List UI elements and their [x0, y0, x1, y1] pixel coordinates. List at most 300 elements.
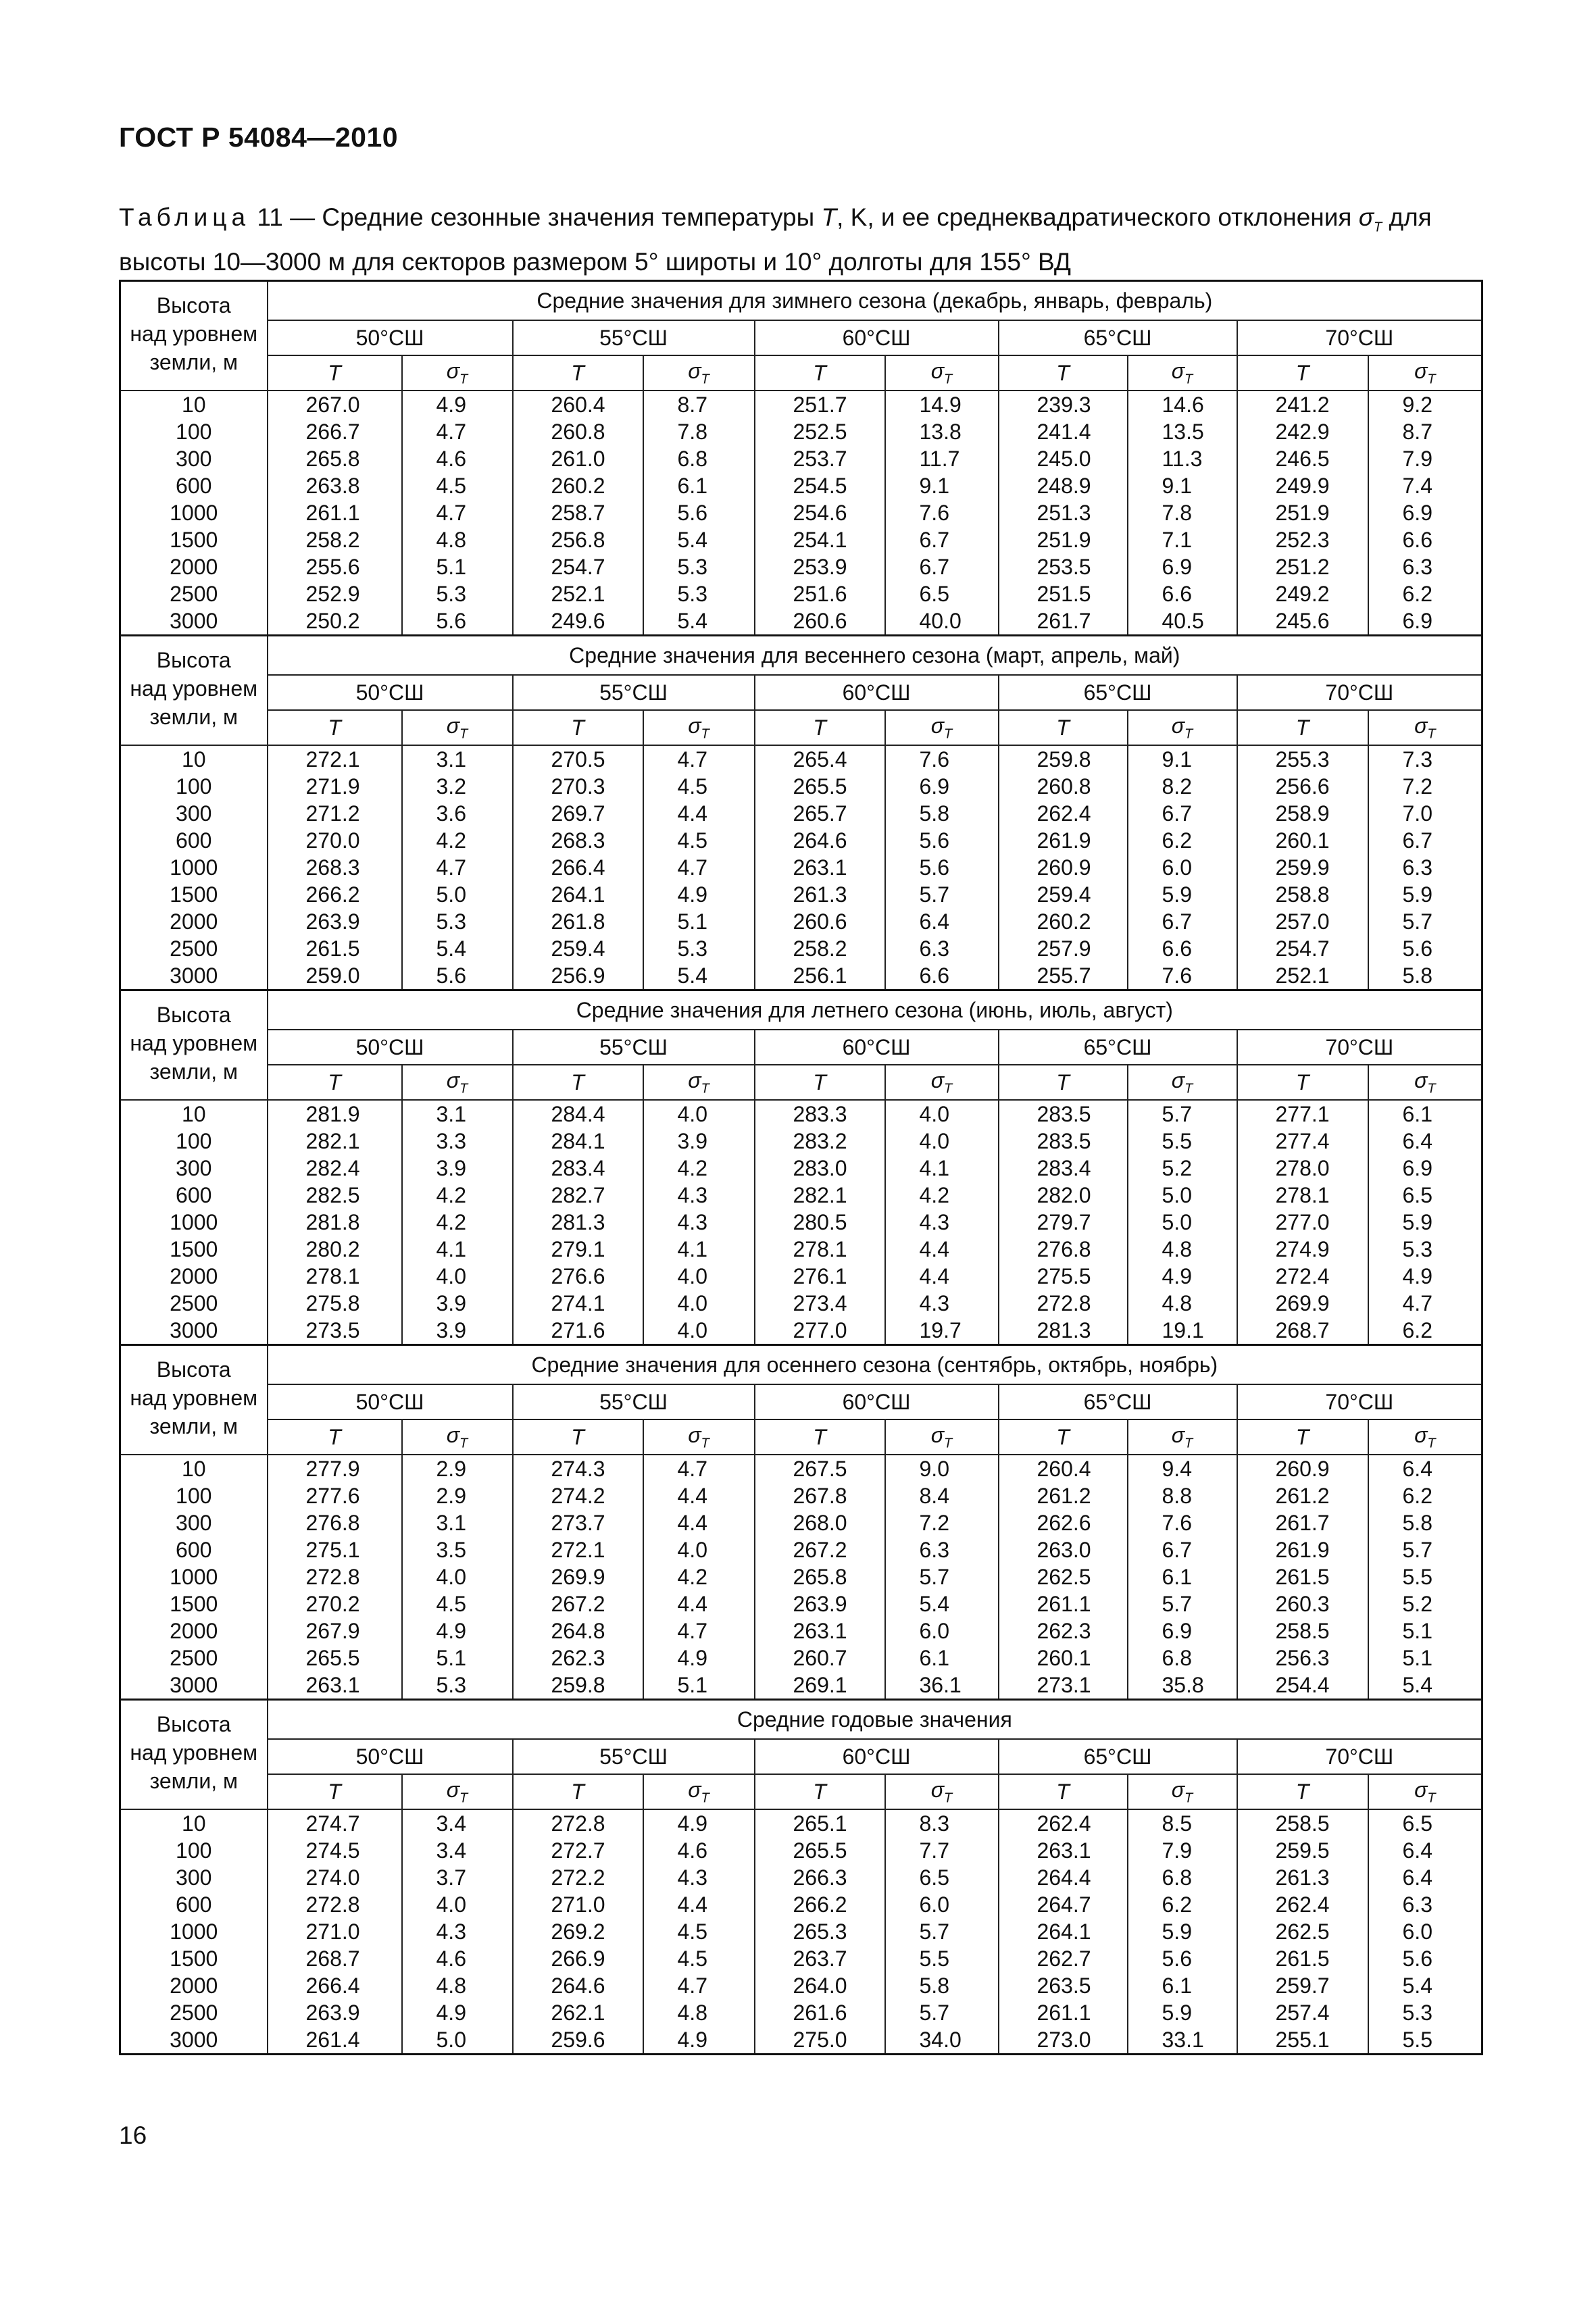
temperature-cell: 263.8 — [268, 472, 402, 499]
temperature-cell: 251.2 — [1237, 553, 1368, 580]
sigma-cell: 6.3 — [885, 935, 999, 962]
temperature-column-header: T — [268, 710, 402, 745]
latitude-header: 50°СШ — [268, 1384, 513, 1419]
height-cell: 2500 — [120, 580, 268, 607]
sigma-cell: 4.4 — [643, 1509, 755, 1536]
temperature-column-header: T — [999, 355, 1128, 391]
table-row — [120, 1509, 1482, 1536]
temperature-cell: 281.3 — [999, 1317, 1128, 1345]
sigma-cell: 5.6 — [643, 499, 755, 526]
sigma-cell: 5.1 — [643, 1671, 755, 1700]
sigma-cell: 6.3 — [1368, 553, 1482, 580]
height-cell: 300 — [120, 1509, 268, 1536]
temperature-cell: 272.2 — [513, 1864, 643, 1891]
sigma-cell: 5.6 — [1368, 935, 1482, 962]
temperature-cell: 251.9 — [1237, 499, 1368, 526]
temperature-cell: 256.9 — [513, 962, 643, 990]
temperature-cell: 273.7 — [513, 1509, 643, 1536]
temperature-cell: 261.5 — [1237, 1563, 1368, 1590]
sigma-cell: 6.7 — [1128, 908, 1237, 935]
sigma-cell: 5.3 — [402, 908, 513, 935]
sigma-column-header: $\sigma_T$ — [885, 710, 999, 745]
sigma-cell: 6.2 — [1368, 1317, 1482, 1345]
temperature-cell: 259.9 — [1237, 854, 1368, 881]
table-row — [120, 1290, 1482, 1317]
temperature-cell: 249.6 — [513, 607, 643, 636]
temperature-column-header: T — [999, 710, 1128, 745]
sigma-cell: 11.7 — [885, 445, 999, 472]
temperature-cell: 274.3 — [513, 1455, 643, 1482]
sigma-cell: 4.4 — [643, 1891, 755, 1918]
section-title-row — [120, 990, 1482, 1030]
sigma-cell: 6.9 — [1368, 607, 1482, 636]
temperature-cell: 283.2 — [755, 1128, 885, 1155]
temperature-cell: 271.6 — [513, 1317, 643, 1345]
temperature-cell: 261.9 — [1237, 1536, 1368, 1563]
sigma-cell: 5.3 — [402, 580, 513, 607]
temperature-cell: 277.4 — [1237, 1128, 1368, 1155]
sigma-cell: 4.8 — [402, 526, 513, 553]
height-cell: 600 — [120, 1891, 268, 1918]
height-cell: 2000 — [120, 908, 268, 935]
temperature-cell: 259.8 — [513, 1671, 643, 1700]
sigma-cell: 3.3 — [402, 1128, 513, 1155]
sigma-cell: 4.6 — [643, 1837, 755, 1864]
height-cell: 2000 — [120, 1617, 268, 1644]
height-column-header — [120, 281, 268, 391]
sigma-cell: 4.0 — [402, 1891, 513, 1918]
temperature-cell: 261.8 — [513, 908, 643, 935]
temperature-cell: 265.1 — [755, 1809, 885, 1837]
sigma-cell: 40.0 — [885, 607, 999, 636]
temperature-cell: 250.2 — [268, 607, 402, 636]
temperature-cell: 258.2 — [755, 935, 885, 962]
height-cell: 1500 — [120, 1236, 268, 1263]
temperature-column-header: T — [1237, 710, 1368, 745]
sigma-cell: 4.0 — [885, 1128, 999, 1155]
sigma-cell: 5.7 — [1128, 1590, 1237, 1617]
sigma-cell: 4.9 — [643, 1809, 755, 1837]
sigma-cell: 4.9 — [643, 2026, 755, 2055]
sigma-cell: 3.2 — [402, 773, 513, 800]
temperature-cell: 266.2 — [755, 1891, 885, 1918]
sigma-cell: 4.2 — [643, 1155, 755, 1182]
temperature-cell: 263.5 — [999, 1972, 1128, 1999]
temperature-cell: 251.7 — [755, 391, 885, 418]
sigma-cell: 5.9 — [1368, 881, 1482, 908]
temperature-table — [119, 280, 1483, 2055]
temperature-cell: 273.4 — [755, 1290, 885, 1317]
height-cell: 300 — [120, 445, 268, 472]
sigma-cell: 7.0 — [1368, 800, 1482, 827]
sigma-cell: 4.3 — [402, 1918, 513, 1945]
temperature-cell: 281.8 — [268, 1209, 402, 1236]
temperature-cell: 258.2 — [268, 526, 402, 553]
latitude-header: 55°СШ — [513, 1030, 755, 1065]
sigma-cell: 7.6 — [1128, 962, 1237, 990]
table-row — [120, 580, 1482, 607]
sigma-cell: 5.6 — [402, 607, 513, 636]
table-row — [120, 499, 1482, 526]
temperature-cell: 278.1 — [1237, 1182, 1368, 1209]
temperature-column-header: T — [999, 1065, 1128, 1100]
section-title: Средние значения для осеннего сезона (сентябрь, октябрь, ноябрь) — [268, 1345, 1482, 1385]
sigma-cell: 6.9 — [885, 773, 999, 800]
sigma-cell: 11.3 — [1128, 445, 1237, 472]
temperature-cell: 272.8 — [999, 1290, 1128, 1317]
temperature-cell: 271.9 — [268, 773, 402, 800]
sigma-cell: 3.1 — [402, 1509, 513, 1536]
sigma-cell: 3.9 — [402, 1290, 513, 1317]
table-row — [120, 1617, 1482, 1644]
sigma-cell: 5.5 — [1368, 1563, 1482, 1590]
table-row — [120, 2026, 1482, 2055]
temperature-cell: 261.6 — [755, 1999, 885, 2026]
temperature-cell: 256.6 — [1237, 773, 1368, 800]
sigma-cell: 4.8 — [1128, 1290, 1237, 1317]
sigma-cell: 9.1 — [885, 472, 999, 499]
sigma-cell: 36.1 — [885, 1671, 999, 1700]
table-row — [120, 1455, 1482, 1482]
temperature-cell: 264.6 — [755, 827, 885, 854]
temperature-cell: 270.0 — [268, 827, 402, 854]
temperature-cell: 253.7 — [755, 445, 885, 472]
table-row — [120, 1837, 1482, 1864]
table-row — [120, 1590, 1482, 1617]
temperature-cell: 275.0 — [755, 2026, 885, 2055]
height-header-line: Высота — [156, 1357, 231, 1382]
temperature-cell: 260.9 — [1237, 1455, 1368, 1482]
sigma-cell: 6.1 — [1368, 1100, 1482, 1128]
temperature-cell: 280.2 — [268, 1236, 402, 1263]
sigma-cell: 6.7 — [885, 526, 999, 553]
latitude-header: 65°СШ — [999, 675, 1237, 710]
temperature-cell: 282.5 — [268, 1182, 402, 1209]
sigma-cell: 4.6 — [402, 445, 513, 472]
height-cell: 2500 — [120, 1644, 268, 1671]
latitude-header: 60°СШ — [755, 1384, 999, 1419]
temperature-column-header: T — [755, 355, 885, 391]
latitude-header: 60°СШ — [755, 320, 999, 355]
height-column-header — [120, 636, 268, 746]
symbol-header-row — [120, 1774, 1482, 1809]
sigma-cell: 9.4 — [1128, 1455, 1237, 1482]
temperature-cell: 274.9 — [1237, 1236, 1368, 1263]
temperature-cell: 262.4 — [999, 1809, 1128, 1837]
table-row — [120, 553, 1482, 580]
sigma-cell: 7.2 — [885, 1509, 999, 1536]
temperature-column-header: T — [1237, 1065, 1368, 1100]
sigma-cell: 6.7 — [885, 553, 999, 580]
latitude-header: 70°СШ — [1237, 320, 1482, 355]
temperature-cell: 258.5 — [1237, 1617, 1368, 1644]
table-row — [120, 472, 1482, 499]
sigma-column-header: $\sigma_T$ — [1128, 355, 1237, 391]
sigma-cell: 6.9 — [1368, 1155, 1482, 1182]
temperature-cell: 282.1 — [268, 1128, 402, 1155]
temperature-cell: 259.5 — [1237, 1837, 1368, 1864]
sigma-cell: 6.0 — [885, 1617, 999, 1644]
temperature-cell: 262.4 — [999, 800, 1128, 827]
temperature-cell: 274.2 — [513, 1482, 643, 1509]
sigma-cell: 7.7 — [885, 1837, 999, 1864]
temperature-cell: 283.5 — [999, 1128, 1128, 1155]
table-row — [120, 800, 1482, 827]
height-cell: 10 — [120, 391, 268, 418]
sigma-cell: 3.5 — [402, 1536, 513, 1563]
temperature-cell: 255.7 — [999, 962, 1128, 990]
temperature-column-header: T — [1237, 1774, 1368, 1809]
latitude-header: 50°СШ — [268, 1030, 513, 1065]
sigma-cell: 4.7 — [402, 854, 513, 881]
sigma-cell: 4.0 — [402, 1563, 513, 1590]
table-row — [120, 1182, 1482, 1209]
temperature-cell: 245.6 — [1237, 607, 1368, 636]
temperature-cell: 255.1 — [1237, 2026, 1368, 2055]
height-cell: 100 — [120, 1482, 268, 1509]
temperature-cell: 282.1 — [755, 1182, 885, 1209]
height-cell: 3000 — [120, 607, 268, 636]
sigma-cell: 4.6 — [402, 1945, 513, 1972]
temperature-cell: 256.8 — [513, 526, 643, 553]
temperature-cell: 283.4 — [513, 1155, 643, 1182]
table-row — [120, 1209, 1482, 1236]
table-row — [120, 391, 1482, 418]
height-header-line: земли, м — [149, 1769, 238, 1793]
sigma-cell: 5.4 — [643, 962, 755, 990]
sigma-cell: 4.0 — [885, 1100, 999, 1128]
temperature-cell: 255.3 — [1237, 745, 1368, 773]
sigma-cell: 5.6 — [885, 854, 999, 881]
sigma-cell: 8.8 — [1128, 1482, 1237, 1509]
sigma-cell: 6.3 — [885, 1536, 999, 1563]
height-header-line: земли, м — [149, 1414, 238, 1438]
temperature-cell: 265.7 — [755, 800, 885, 827]
height-cell: 2500 — [120, 1999, 268, 2026]
sigma-cell: 8.5 — [1128, 1809, 1237, 1837]
table-row — [120, 1536, 1482, 1563]
sigma-column-header: $\sigma_T$ — [402, 355, 513, 391]
temperature-cell: 253.5 — [999, 553, 1128, 580]
sigma-cell: 3.9 — [402, 1155, 513, 1182]
sigma-cell: 4.7 — [402, 418, 513, 445]
height-header-line: земли, м — [149, 1059, 238, 1084]
height-cell: 1000 — [120, 1209, 268, 1236]
sigma-cell: 8.4 — [885, 1482, 999, 1509]
sigma-column-header: $\sigma_T$ — [402, 1419, 513, 1455]
table-row — [120, 827, 1482, 854]
sigma-cell: 5.2 — [1368, 1590, 1482, 1617]
height-column-header — [120, 1700, 268, 1810]
sigma-cell: 4.8 — [643, 1999, 755, 2026]
sigma-column-header: $\sigma_T$ — [885, 1774, 999, 1809]
sigma-cell: 5.6 — [1128, 1945, 1237, 1972]
sigma-cell: 13.5 — [1128, 418, 1237, 445]
table-row — [120, 1155, 1482, 1182]
temperature-cell: 260.8 — [513, 418, 643, 445]
temperature-cell: 261.2 — [1237, 1482, 1368, 1509]
sigma-cell: 3.6 — [402, 800, 513, 827]
temperature-cell: 278.1 — [755, 1236, 885, 1263]
height-cell: 600 — [120, 1182, 268, 1209]
temperature-cell: 246.5 — [1237, 445, 1368, 472]
temperature-cell: 262.5 — [1237, 1918, 1368, 1945]
sigma-cell: 5.8 — [885, 800, 999, 827]
sigma-cell: 4.0 — [643, 1317, 755, 1345]
temperature-column-header: T — [268, 1774, 402, 1809]
height-cell: 1500 — [120, 1945, 268, 1972]
temperature-cell: 249.9 — [1237, 472, 1368, 499]
sigma-column-header: $\sigma_T$ — [1368, 355, 1482, 391]
sigma-cell: 6.8 — [1128, 1864, 1237, 1891]
temperature-cell: 267.2 — [513, 1590, 643, 1617]
sigma-cell: 4.4 — [885, 1263, 999, 1290]
sigma-cell: 3.9 — [402, 1317, 513, 1345]
sigma-cell: 3.7 — [402, 1864, 513, 1891]
temperature-cell: 254.6 — [755, 499, 885, 526]
height-header-line: над уровнем — [130, 1386, 258, 1410]
table-row — [120, 1482, 1482, 1509]
temperature-cell: 260.2 — [999, 908, 1128, 935]
temperature-cell: 272.8 — [513, 1809, 643, 1837]
sigma-cell: 5.1 — [643, 908, 755, 935]
temperature-cell: 282.4 — [268, 1155, 402, 1182]
sigma-cell: 4.2 — [885, 1182, 999, 1209]
sigma-cell: 4.0 — [643, 1536, 755, 1563]
temperature-cell: 268.7 — [268, 1945, 402, 1972]
sigma-cell: 4.7 — [643, 854, 755, 881]
temperature-cell: 265.5 — [755, 1837, 885, 1864]
sigma-cell: 4.0 — [402, 1263, 513, 1290]
table-row — [120, 1891, 1482, 1918]
temperature-cell: 274.5 — [268, 1837, 402, 1864]
temperature-cell: 264.0 — [755, 1972, 885, 1999]
table-row — [120, 854, 1482, 881]
temperature-cell: 259.6 — [513, 2026, 643, 2055]
sigma-cell: 4.8 — [1128, 1236, 1237, 1263]
temperature-cell: 256.1 — [755, 962, 885, 990]
sigma-cell: 4.4 — [643, 800, 755, 827]
temperature-cell: 259.8 — [999, 745, 1128, 773]
height-cell: 1000 — [120, 1918, 268, 1945]
sigma-column-header: $\sigma_T$ — [1368, 710, 1482, 745]
temperature-cell: 275.5 — [999, 1263, 1128, 1290]
sigma-column-header: $\sigma_T$ — [402, 1774, 513, 1809]
sigma-cell: 7.4 — [1368, 472, 1482, 499]
sigma-cell: 5.3 — [1368, 1236, 1482, 1263]
temperature-cell: 256.3 — [1237, 1644, 1368, 1671]
section-title: Средние значения для весеннего сезона (март, апрель, май) — [268, 636, 1482, 676]
latitude-header: 65°СШ — [999, 1384, 1237, 1419]
sigma-cell: 6.6 — [1128, 580, 1237, 607]
temperature-column-header: T — [755, 1419, 885, 1455]
temperature-column-header: T — [513, 710, 643, 745]
temperature-cell: 254.7 — [1237, 935, 1368, 962]
sigma-cell: 4.3 — [643, 1864, 755, 1891]
temperature-column-header: T — [999, 1774, 1128, 1809]
temperature-cell: 245.0 — [999, 445, 1128, 472]
temperature-cell: 251.5 — [999, 580, 1128, 607]
temperature-cell: 242.9 — [1237, 418, 1368, 445]
sigma-cell: 4.9 — [402, 1999, 513, 2026]
temperature-cell: 283.5 — [999, 1100, 1128, 1128]
temperature-column-header: T — [268, 1065, 402, 1100]
sigma-cell: 4.3 — [643, 1182, 755, 1209]
temperature-cell: 265.4 — [755, 745, 885, 773]
sigma-cell: 8.3 — [885, 1809, 999, 1837]
temperature-cell: 254.1 — [755, 526, 885, 553]
caption-sigma-symbol: $\sigma_T$ — [1358, 203, 1382, 235]
latitude-header: 65°СШ — [999, 1030, 1237, 1065]
sigma-cell: 14.6 — [1128, 391, 1237, 418]
temperature-cell: 263.9 — [268, 1999, 402, 2026]
temperature-cell: 274.7 — [268, 1809, 402, 1837]
temperature-cell: 265.8 — [268, 445, 402, 472]
table-row — [120, 1864, 1482, 1891]
sigma-cell: 5.9 — [1128, 1999, 1237, 2026]
latitude-header: 65°СШ — [999, 1739, 1237, 1774]
temperature-cell: 274.0 — [268, 1864, 402, 1891]
sigma-cell: 6.8 — [1128, 1644, 1237, 1671]
sigma-cell: 4.1 — [885, 1155, 999, 1182]
height-cell: 1000 — [120, 854, 268, 881]
sigma-cell: 9.1 — [1128, 745, 1237, 773]
sigma-cell: 4.0 — [643, 1100, 755, 1128]
height-cell: 2000 — [120, 1972, 268, 1999]
temperature-cell: 266.7 — [268, 418, 402, 445]
sigma-cell: 6.2 — [1368, 580, 1482, 607]
table-row — [120, 445, 1482, 472]
height-header-line: Высота — [156, 293, 231, 318]
sigma-cell: 4.2 — [643, 1563, 755, 1590]
sigma-cell: 8.7 — [643, 391, 755, 418]
temperature-cell: 270.2 — [268, 1590, 402, 1617]
sigma-cell: 4.4 — [643, 1482, 755, 1509]
sigma-cell: 5.6 — [885, 827, 999, 854]
sigma-cell: 6.2 — [1368, 1482, 1482, 1509]
latitude-header: 70°СШ — [1237, 1030, 1482, 1065]
latitude-header: 50°СШ — [268, 320, 513, 355]
sigma-cell: 4.5 — [643, 773, 755, 800]
height-cell: 10 — [120, 1100, 268, 1128]
temperature-cell: 278.0 — [1237, 1155, 1368, 1182]
sigma-cell: 5.7 — [1128, 1100, 1237, 1128]
temperature-cell: 241.2 — [1237, 391, 1368, 418]
temperature-cell: 263.1 — [755, 1617, 885, 1644]
sigma-cell: 5.6 — [1368, 1945, 1482, 1972]
temperature-cell: 239.3 — [999, 391, 1128, 418]
temperature-cell: 264.1 — [513, 881, 643, 908]
table-row — [120, 1128, 1482, 1155]
symbol-header-row — [120, 1419, 1482, 1455]
temperature-cell: 261.0 — [513, 445, 643, 472]
temperature-cell: 263.1 — [755, 854, 885, 881]
section-title: Средние значения для зимнего сезона (декабрь, январь, февраль) — [268, 281, 1482, 321]
latitude-header: 70°СШ — [1237, 1739, 1482, 1774]
temperature-cell: 284.4 — [513, 1100, 643, 1128]
temperature-cell: 274.1 — [513, 1290, 643, 1317]
sigma-cell: 4.9 — [1128, 1263, 1237, 1290]
temperature-cell: 284.1 — [513, 1128, 643, 1155]
sigma-cell: 7.3 — [1368, 745, 1482, 773]
temperature-cell: 270.5 — [513, 745, 643, 773]
temperature-cell: 283.4 — [999, 1155, 1128, 1182]
sigma-cell: 6.9 — [1128, 1617, 1237, 1644]
temperature-cell: 264.6 — [513, 1972, 643, 1999]
height-cell: 100 — [120, 418, 268, 445]
temperature-cell: 262.5 — [999, 1563, 1128, 1590]
temperature-cell: 266.9 — [513, 1945, 643, 1972]
